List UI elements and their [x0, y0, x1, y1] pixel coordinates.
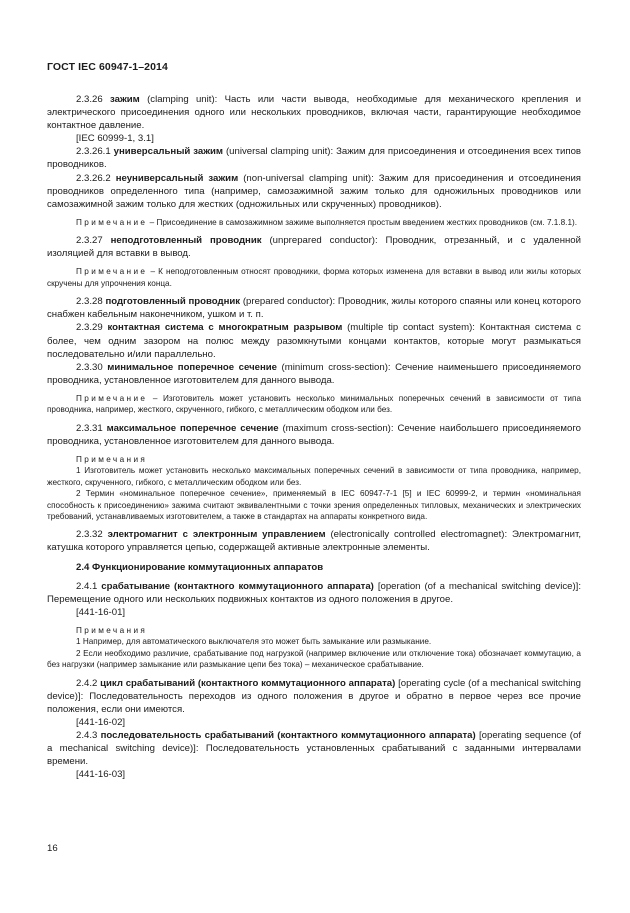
term-name: максимальное поперечное сечение	[106, 422, 279, 434]
term-name: цикл срабатываний (контактного коммутационного аппарата)	[100, 677, 396, 689]
note: Примечание – К неподготовленным относят проводники, форма которых изменена для вставки в вывод или жилы которых скручены для упрочнения конца.	[47, 267, 581, 288]
term-definition: 2.3.26.1 универсальный зажим (universal clamping unit): Зажим для присоединения и отсоединения всех типов проводников.	[47, 146, 581, 171]
note-label: Примечание	[76, 393, 148, 403]
term-name: неуниверсальный зажим	[115, 172, 239, 184]
term-definition: 2.3.30 минимальное поперечное сечение (minimum cross-section): Сечение наименьшего присоединяемого проводника, установленное изготовителем для данного вывода.	[47, 361, 581, 386]
reference: [441-16-02]	[76, 716, 126, 728]
note-item: 2 Термин «номинальное поперечное сечение», применяемый в IEC 60947-7-1 [5] и IEC 60999-2, и термин «номинальная способность к присоединению» зажима считают эквивалентными с точки зрения определенных типловых, механических и электрических требований, устанавливаемых изготовителем, а также в стандартах на аппараты конкретного вида.	[47, 489, 581, 521]
term-name: подготовленный проводник	[105, 296, 241, 308]
term-definition: 2.4.2 цикл срабатываний (контактного коммутационного аппарата) [operating cycle (of a mechanical switching device)]: Последовательность переходов из одного положения в другое и обратно в первое через все прочие положения, если они имеются.	[47, 677, 581, 715]
term-name: зажим	[110, 94, 140, 105]
reference: [IEC 60999-1, 3.1]	[76, 133, 154, 145]
term-name: контактная система с многократным разрывом	[107, 322, 343, 334]
notes-label: Примечания	[76, 454, 148, 464]
note-item: 1 Например, для автоматического выключателя это может быть замыкание или размыкание.	[76, 637, 432, 647]
note-item: 1 Изготовитель может установить несколько максимальных поперечных сечений в зависимости от типа проводника, например, жесткого, скрученного, гибкого, с металлическим ободком или без.	[47, 466, 581, 487]
note-label: Примечание	[76, 217, 148, 227]
term-name: универсальный зажим	[113, 146, 224, 158]
term-definition: 2.3.28 подготовленный проводник (prepared conductor): Проводник, жилы которого спаяны или конец которого снабжен кабельным наконечником, ушком и т. п.	[47, 296, 581, 321]
section-heading: 2.4 Функционирование коммутационных аппаратов	[76, 561, 324, 573]
term-definition: 2.3.26.2 неуниверсальный зажим (non-universal clamping unit): Зажим для присоединения и отсоединения проводников определенного типа (например, самозажимной зажим только для одножильных проводников или самозажимной зажим только для жестких (одножильных или скрученных) проводников).	[47, 172, 582, 210]
term-definition: 2.3.27 неподготовленный проводник (unprepared conductor): Проводник, отрезанный, и с удаленной изоляцией для вставки в вывод.	[47, 235, 582, 260]
page-number: 16	[47, 843, 58, 854]
term-name: последовательность срабатываний (контактного коммутационного аппарата)	[100, 729, 476, 741]
term-definition: 2.3.26 зажим (clamping unit): Часть или части вывода, необходимые для механического крепления и электрического присоединения одного или нескольких проводников, включая части, гарантирующие необходимое контактное давление.	[47, 94, 581, 132]
term-definition: 2.4.1 срабатывание (контактного коммутационного аппарата) [operation (of a mechanical switching device)]: Перемещение одного или нескольких подвижных контактов из одного положения в другое.	[47, 580, 582, 605]
note-item: 2 Если необходимо различие, срабатывание под нагрузкой (например включение или отключение тока) обозначает коммутацию, а без нагрузки (например замыкание или размыкание цепи без тока) – механическое срабатывание.	[47, 648, 581, 670]
term-definition: 2.4.3 последовательность срабатываний (контактного коммутационного аппарата) [operating sequence (of a mechanical switching device)]: Последовательность установленных срабатываний с заданными интервалами времени.	[47, 729, 581, 768]
page-content	[47, 93, 581, 781]
note: Примечание – Присоединение в самозажимном зажиме выполняется простым введением жестких проводников (см. 7.1.8.1).	[76, 217, 577, 227]
term-name: неподготовленный проводник	[110, 235, 262, 247]
term-name: электромагнит с электронным управлением	[107, 529, 326, 541]
term-name: срабатывание (контактного коммутационного аппарата)	[101, 580, 374, 592]
term-definition: 2.3.32 электромагнит с электронным управлением (electronically controlled electromagnet): Электромагнит, катушка которого управляется цепью, содержащей активные электронные элементы.	[47, 529, 582, 554]
term-definition: 2.3.29 контактная система с многократным разрывом (multiple tip contact system): Контактная система с более, чем одним зазором на полюс между разомкнутыми концами контактов, которые могут размыкаться последовательно и/или параллельно.	[47, 322, 581, 360]
page-header: ГОСТ IEC 60947-1–2014	[47, 61, 168, 73]
term-name: минимальное поперечное сечение	[107, 361, 277, 373]
note: Примечание – Изготовитель может установить несколько минимальных поперечных сечений в зависимости от типа проводника, например, жесткого, скрученного, гибкого, с металлическим ободком или без.	[47, 393, 581, 415]
note-label: Примечание	[76, 267, 148, 277]
reference: [441-16-01]	[76, 606, 126, 618]
reference: [441-16-03]	[76, 769, 126, 781]
notes-label: Примечания	[76, 625, 148, 635]
term-definition: 2.3.31 максимальное поперечное сечение (maximum cross-section): Сечение наибольшего присоединяемого проводника, установленное изготовителем для данного вывода.	[47, 422, 581, 447]
